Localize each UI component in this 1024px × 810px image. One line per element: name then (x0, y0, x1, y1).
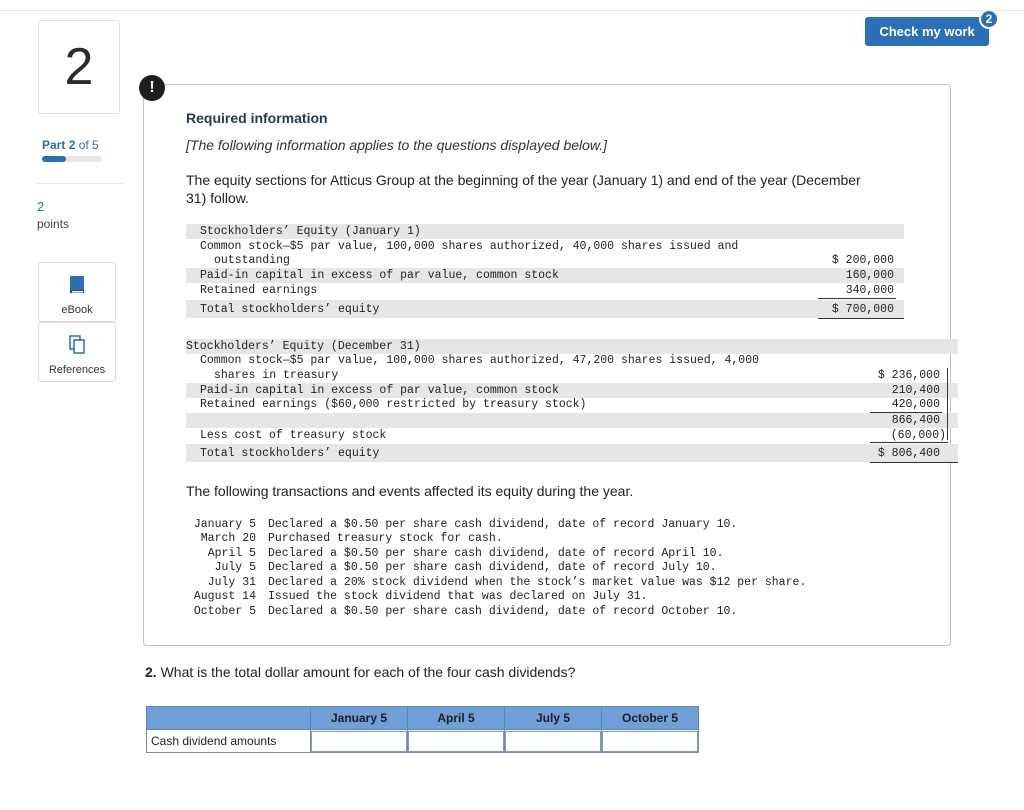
dec-total-label: Total stockholders’ equity (200, 447, 380, 460)
dec-heading: Stockholders’ Equity (December 31) (186, 340, 421, 353)
column-header: April 5 (408, 707, 505, 730)
tx-date: January 5 (193, 518, 256, 531)
ebook-label: eBook (61, 304, 93, 316)
alert-icon: ! (139, 75, 165, 101)
part-label: Part (42, 138, 66, 152)
tx-date: March 20 (200, 532, 256, 545)
top-divider (0, 10, 1024, 11)
points-label: points (37, 217, 70, 231)
jan-total-label: Total stockholders’ equity (200, 303, 380, 316)
dec-common-stock-cont: shares in treasury (214, 369, 339, 382)
dec-treasury-rule (870, 442, 948, 443)
dec-amount-retained: 420,000 (891, 398, 940, 411)
tx-date: July 5 (214, 561, 256, 574)
dec-amount-subtotal: 866,400 (891, 414, 940, 427)
part-current: 2 (68, 138, 76, 152)
answer-cell-july-5 (505, 730, 602, 753)
jan-common-stock-cont: outstanding (214, 254, 290, 267)
jan-total-rule (818, 318, 904, 319)
dec-total-rule (870, 462, 958, 463)
copy-icon (69, 335, 85, 358)
answer-corner-cell (147, 707, 311, 730)
tx-date: August 14 (193, 590, 256, 603)
jan-common-stock: Common stock—$5 par value, 100,000 shares authorized, 40,000 shares issued and (200, 240, 739, 253)
references-button[interactable] (38, 322, 116, 382)
tx-desc: Declared a 20% stock dividend when the stock’s market value was $12 per share. (268, 576, 807, 589)
jan-subtotal-rule (818, 298, 896, 299)
tx-desc: Declared a $0.50 per share cash dividend, date of record April 10. (268, 547, 724, 560)
question-number: 2 (38, 20, 120, 114)
row-label: Cash dividend amounts (147, 730, 311, 753)
tx-desc: Declared a $0.50 per share cash dividend, date of record January 10. (268, 518, 738, 531)
dec-subtotal-rule (870, 412, 942, 413)
required-info-title: Required information (186, 110, 328, 126)
part-total: of 5 (78, 138, 99, 152)
dec-amount-paid-in: 210,400 (891, 384, 940, 397)
tx-desc: Declared a $0.50 per share cash dividend, date of record July 10. (268, 561, 717, 574)
answer-input-october-5[interactable] (602, 731, 698, 752)
jan-amount-retained: 340,000 (845, 284, 894, 297)
dec-retained-earnings: Retained earnings ($60,000 restricted by treasury stock) (200, 398, 587, 411)
references-label: References (48, 364, 106, 376)
check-my-work-button[interactable]: Check my work (865, 17, 989, 46)
dec-right-border (947, 368, 948, 440)
tx-date: October 5 (193, 605, 256, 618)
column-header: October 5 (602, 707, 699, 730)
dec-amount-treasury: (60,000) (890, 429, 946, 442)
points-value: 2 (37, 199, 45, 214)
part-progress-bar (42, 156, 102, 162)
answer-input-april-5[interactable] (408, 731, 504, 752)
jan-retained-earnings: Retained earnings (200, 284, 318, 297)
answer-header-row (147, 707, 699, 730)
answer-table (146, 706, 699, 753)
part-indicator (42, 138, 99, 152)
tx-desc: Issued the stock dividend that was declared on July 31. (268, 590, 648, 603)
attempts-badge: 2 (979, 9, 999, 29)
answer-cell-october-5 (602, 730, 699, 753)
answer-input-january-5[interactable] (311, 731, 407, 752)
ebook-button[interactable] (38, 262, 116, 322)
tx-desc: Declared a $0.50 per share cash dividend, date of record October 10. (268, 605, 738, 618)
column-header: July 5 (505, 707, 602, 730)
answer-cell-january-5 (311, 730, 408, 753)
jan-amount-paid-in: 160,000 (845, 269, 894, 282)
transactions-intro: The following transactions and events affected its equity during the year. (186, 483, 634, 499)
jan-amount-total: $ 700,000 (831, 303, 894, 316)
dec-paid-in-capital: Paid-in capital in excess of par value, common stock (200, 384, 559, 397)
tx-desc: Purchased treasury stock for cash. (268, 532, 503, 545)
column-header: January 5 (311, 707, 408, 730)
dec-treasury-label: Less cost of treasury stock (200, 429, 387, 442)
question-text: What is the total dollar amount for each of the four cash dividends? (160, 664, 576, 680)
tx-date: July 31 (207, 576, 256, 589)
dec-amount-total: $ 806,400 (877, 447, 940, 460)
answer-input-july-5[interactable] (505, 731, 601, 752)
jan-paid-in-capital: Paid-in capital in excess of par value, common stock (200, 269, 559, 282)
dec-common-stock: Common stock—$5 par value, 100,000 shares authorized, 47,200 shares issued, 4,000 (200, 354, 759, 367)
answer-cell-april-5 (408, 730, 505, 753)
jan-amount-common: $ 200,000 (831, 254, 894, 267)
dec-amount-common: $ 236,000 (877, 369, 940, 382)
tx-date: April 5 (207, 547, 256, 560)
question-number-label: 2. (145, 664, 157, 680)
book-icon (69, 275, 85, 298)
question-prompt (145, 664, 575, 680)
part-progress-fill (42, 156, 66, 162)
required-info-subtitle: [The following information applies to the questions displayed below.] (186, 137, 608, 153)
jan-heading: Stockholders’ Equity (January 1) (200, 225, 421, 238)
rail-divider (36, 183, 124, 184)
intro-text: The equity sections for Atticus Group at the beginning of the year (January 1) and end of the year (December 31) follow. (186, 172, 861, 206)
dec-row-shade-2 (186, 413, 958, 428)
answer-row (147, 730, 699, 753)
